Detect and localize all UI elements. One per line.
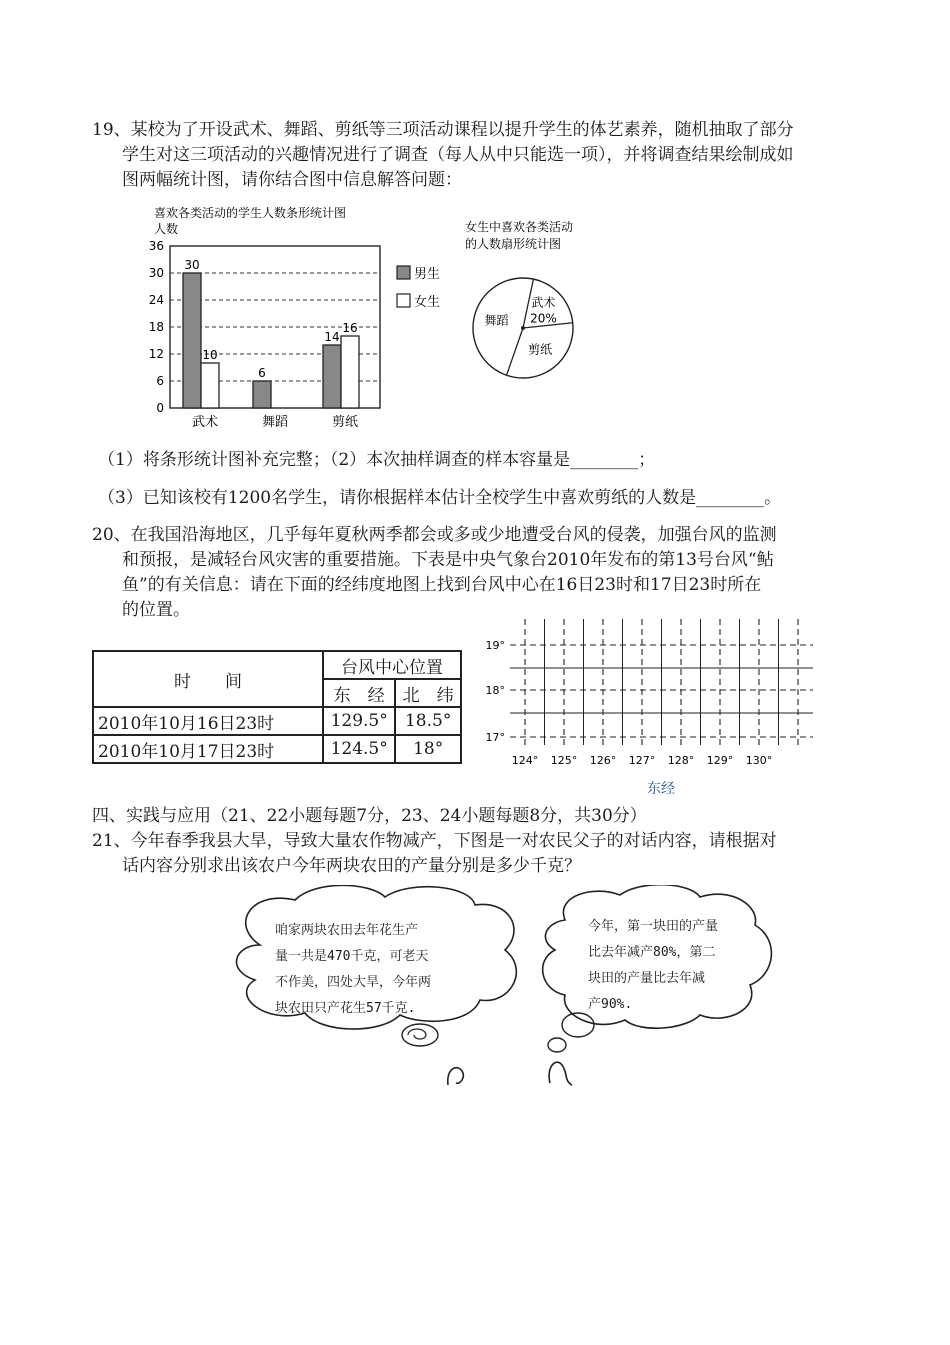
- table-row: [93, 707, 461, 735]
- right-bubble-text: [588, 914, 718, 1018]
- longitude-header: 东 经: [323, 679, 395, 707]
- q19-sub3: （3）已知该校有1200名学生，请你根据样本估计全校学生中喜欢剪纸的人数是________。: [98, 488, 782, 508]
- bubble-line: 比去年减产80%，第二: [588, 945, 716, 960]
- bar-chart: [140, 200, 460, 440]
- bar-chart-ylabel: 人数: [154, 222, 179, 236]
- y-tick-label: 6: [156, 374, 164, 388]
- row-time: 2010年10月17日23时: [93, 735, 323, 763]
- data-label: 16: [342, 321, 358, 335]
- latitude-label: 18°: [485, 684, 505, 697]
- longitude-label: 124°: [511, 754, 539, 767]
- latitude-header: 北 纬: [395, 679, 461, 707]
- longitude-label: 127°: [628, 754, 656, 767]
- data-label: 6: [258, 366, 266, 380]
- x-tick-label: 武术: [191, 415, 219, 430]
- bubble-line: 产90%.: [588, 997, 633, 1012]
- q20-line2: 和预报，是减轻台风灾害的重要措施。下表是中央气象台2010年发布的第13号台风“鲇: [122, 550, 774, 570]
- row-time: 2010年10月16日23时: [93, 707, 323, 735]
- position-header: 台风中心位置: [323, 651, 461, 679]
- q19-line3: 图两幅统计图，请你结合图中信息解答问题：: [122, 170, 462, 190]
- bar: [253, 381, 271, 408]
- data-label: 10: [202, 348, 218, 362]
- row-longitude: 124.5°: [323, 735, 395, 763]
- pie-chart-title-line1: 女生中喜欢各类活动: [465, 220, 574, 234]
- latitude-label: 19°: [485, 639, 505, 652]
- son-figure: [549, 1062, 572, 1085]
- x-tick-label: 剪纸: [331, 415, 359, 430]
- q21-line2: 话内容分别求出该农户今年两块农田的产量分别是多少千克？: [122, 856, 581, 876]
- longitude-label: 130°: [745, 754, 773, 767]
- y-tick-label: 0: [156, 401, 164, 415]
- q19-line2: 学生对这三项活动的兴趣情况进行了调查（每人从中只能选一项），并将调查结果绘制成如: [122, 145, 794, 165]
- row-latitude: 18.5°: [395, 707, 461, 735]
- q19-sub1: （1）将条形统计图补充完整；（2）本次抽样调查的样本容量是________；: [98, 450, 656, 470]
- bar-chart-title: 喜欢各类活动的学生人数条形统计图: [154, 206, 347, 220]
- q19-line1: 19、某校为了开设武术、舞蹈、剪纸等三项活动课程以提升学生的体艺素养，随机抽取了部分: [92, 120, 794, 140]
- data-label: 30: [184, 258, 200, 272]
- data-label: 14: [324, 330, 340, 344]
- pie-chart-title-line2: 的人数扇形统计图: [465, 237, 562, 251]
- legend-label: 女生: [414, 295, 441, 310]
- y-tick-label: 18: [148, 320, 164, 334]
- pie-value-label: 20%: [530, 311, 557, 326]
- pie-slice-edge: [507, 328, 523, 375]
- longitude-label: 126°: [589, 754, 617, 767]
- lat-lon-grid: [475, 605, 820, 805]
- bubble-line: 咱家两块农田去年花生产: [275, 923, 419, 938]
- bar: [183, 273, 201, 408]
- row-longitude: 129.5°: [323, 707, 395, 735]
- longitude-label: 128°: [667, 754, 695, 767]
- bubble-line: 量一共是470千克，可老天: [275, 949, 429, 964]
- pie-chart: [460, 215, 610, 405]
- thought-dot: [548, 1038, 566, 1052]
- bar: [341, 336, 359, 408]
- bubble-line: 块农田只产花生57千克.: [275, 1001, 416, 1016]
- y-tick-label: 12: [148, 347, 164, 361]
- pie-slice-label: 武术: [531, 295, 556, 310]
- y-tick-label: 30: [148, 266, 164, 280]
- legend-swatch: [397, 294, 410, 307]
- table-row: [93, 735, 461, 763]
- x-tick-label: 舞蹈: [261, 415, 289, 430]
- y-tick-label: 24: [148, 293, 164, 307]
- q20-line3: 鱼”的有关信息：请在下面的经纬度地图上找到台风中心在16日23时和17日23时所在: [122, 575, 762, 595]
- q20-line4: 的位置。: [122, 600, 190, 620]
- bar: [201, 363, 219, 408]
- section4-title: 四、实践与应用（21、22小题每题7分，23、24小题每题8分，共30分）: [92, 806, 647, 826]
- y-tick-label: 36: [148, 239, 164, 253]
- legend-swatch: [397, 266, 410, 279]
- q21-line1: 21、今年春季我县大旱，导致大量农作物减产，下图是一对农民父子的对话内容，请根据对: [92, 831, 777, 851]
- longitude-label: 125°: [550, 754, 578, 767]
- bar: [323, 345, 341, 408]
- bubble-line: 块田的产量比去年减: [588, 971, 706, 986]
- typhoon-table: [92, 650, 462, 764]
- q20-line1: 20、在我国沿海地区，几乎每年夏秋两季都会或多或少地遭受台风的侵袭，加强台风的监测: [92, 525, 777, 545]
- pie-center: [521, 326, 525, 330]
- father-figure: [448, 1068, 464, 1085]
- legend-label: 男生: [414, 267, 441, 282]
- longitude-axis-label: 东经: [647, 781, 675, 797]
- bubble-line: 不作美，四处大旱，今年两: [275, 975, 432, 990]
- left-bubble-text: [275, 918, 431, 1022]
- time-header: 时 间: [93, 651, 323, 707]
- pie-slice-label: 剪纸: [528, 342, 553, 357]
- longitude-label: 129°: [706, 754, 734, 767]
- row-latitude: 18°: [395, 735, 461, 763]
- bubble-line: 今年，第一块田的产量: [588, 919, 719, 934]
- pie-slice-label: 舞蹈: [484, 313, 509, 328]
- latitude-label: 17°: [485, 731, 505, 744]
